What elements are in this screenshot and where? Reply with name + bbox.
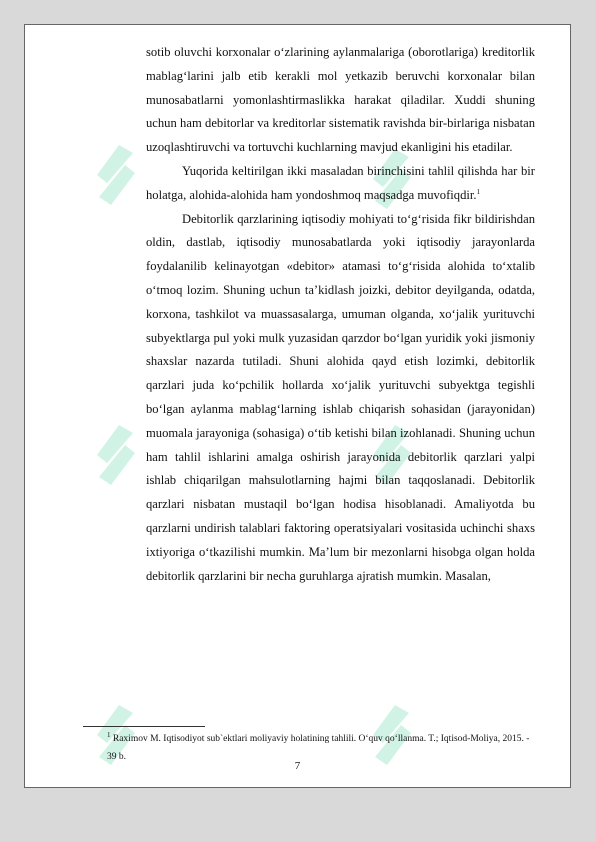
footnote-text: Raximov M. Iqtisodiyot sub`ektlari moliyaviy holatining tahlili. O‘quv qo‘llanma. T.; Iqtisod-Moliya, 2015. - 39 b. [107, 734, 530, 762]
footnote-reference[interactable]: 1 [476, 187, 481, 196]
body-text [146, 41, 535, 588]
footnote-marker: 1 [107, 730, 111, 739]
watermark-logo-icon [89, 423, 137, 489]
page-number: 7 [294, 760, 301, 772]
paragraph-1: sotib oluvchi korxonalar o‘zlarining aylanmalariga (oborotlariga) kreditorlik mablag‘larini jalb etib kerakli mol yetkazib beruvchi korxonalar bilan munosabatlarni yomonlashtirmaslikka harakat qiladilar. Xuddi shuning uchun ham debitorlar va kreditorlar sistematik ravishda bir-birlariga nisbatan uzoqlashtiruvchi va tortuvchi kuchlarning mavjud ekanligini his etadilar. [146, 45, 535, 155]
paragraph-2 [146, 160, 535, 208]
paragraph-3: Debitorlik qarzlarining iqtisodiy mohiyati to‘g‘risida fikr bildirishdan oldin, dastlab, iqtisodiy munosabatlarda yoki iqtisodiy jarayonlarda foydalanilib kelinayotgan «debitor» atamasi to‘g‘risida alohida to‘xtalib o‘tmoq lozim. Shuning uchun ta’kidlash joizki, debitor deyilganda, odatda, korxona, tashkilot va muassasalarga, umuman olganda, xo‘jalik yurituvchi subyektlarga pul yoki mulk yuzasidan qarzdor bo‘lgan yuridik yoki jismoniy shaxslar nazarda tutiladi. Shuni alohida qayd etish lozimki, debitorlik qarzlari juda ko‘pchilik hollarda xo‘jalik yurituvchi subyektga tegishli bo‘lgan aylanma mablag‘larning ishlab chiqarish sohasidan (jarayonidan) muomala jarayoniga (sohasiga) o‘tib ketishi bilan izohlanadi. Shuning uchun ham tahlil ishlarini amalga oshirish jarayonida debitorlik qarzlari yalpi ishlab chiqarilgan mahsulotlarning hajmi bilan taqqoslanadi. Debitorlik qarzlari nisbatan mustaqil bo‘lgan hodisa hisoblanadi. Amaliyotda bu qarzlarni undirish talablari faktoring operatsiyalari vositasida uchinchi shaxs ixtiyoriga o‘tkazilishi mumkin. Ma’lum bir mezonlarni hisobga olgan holda debitorlik qarzlarini bir necha guruhlarga ajratish mumkin. Masalan, [146, 211, 535, 583]
watermark-logo-icon [89, 143, 137, 209]
paragraph-2-text: Yuqorida keltirilgan ikki masaladan birinchisini tahlil qilishda har bir holatga, alohida-alohida ham yondoshmoq maqsadga muvofiqdir. [146, 163, 535, 202]
footnote-separator [83, 726, 205, 727]
document-page [24, 24, 571, 788]
